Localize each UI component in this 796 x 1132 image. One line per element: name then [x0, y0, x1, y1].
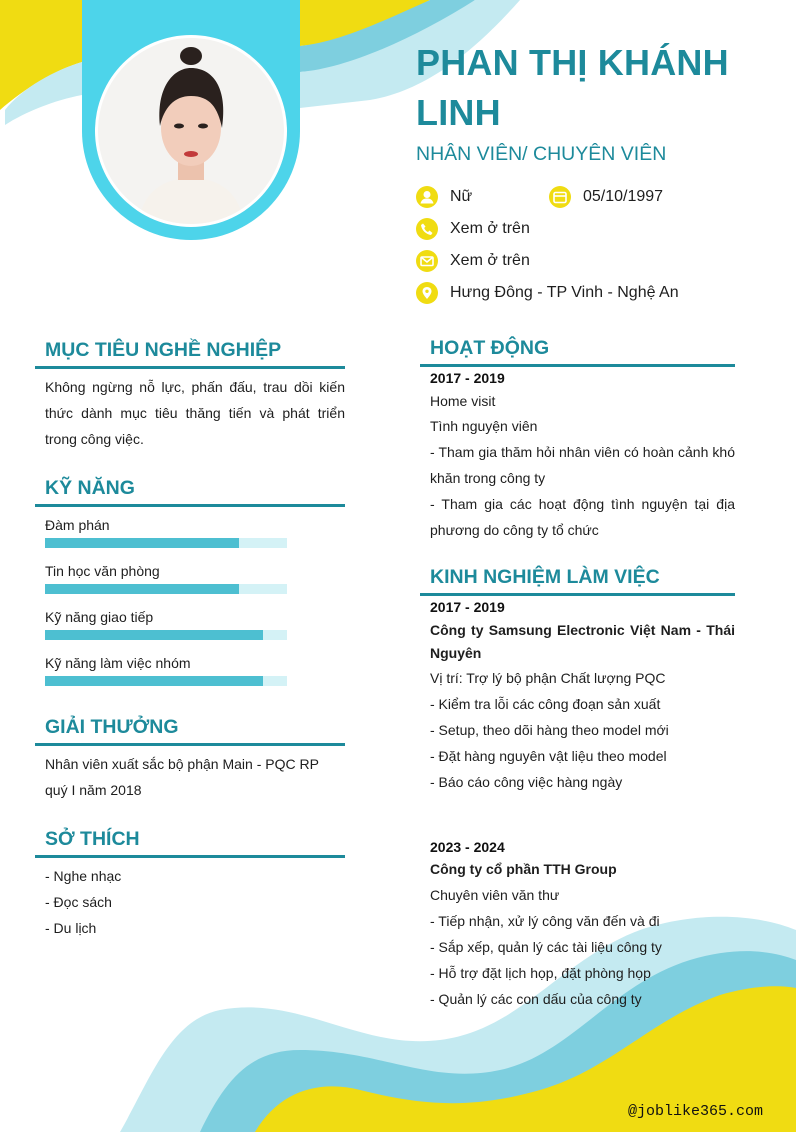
mail-icon	[416, 250, 438, 272]
skill-label: Tin học văn phòng	[45, 563, 160, 579]
job-company: Công ty Samsung Electronic Việt Nam - Thái Nguyên	[430, 622, 735, 661]
address-value: Hưng Đông - TP Vinh - Nghệ An	[450, 284, 679, 301]
birthdate-value: 05/10/1997	[583, 188, 664, 205]
experience-divider	[420, 593, 735, 596]
awards-title: GIẢI THƯỞNG	[45, 716, 179, 738]
candidate-position: NHÂN VIÊN/ CHUYÊN VIÊN	[416, 143, 667, 165]
skill-bar	[45, 538, 287, 548]
activity-role: Tình nguyện viên	[430, 418, 538, 434]
skills-title: KỸ NĂNG	[45, 477, 135, 499]
job-item: - Hỗ trợ đặt lịch họp, đặt phòng họp	[430, 965, 651, 981]
skill-bar-fill	[45, 584, 239, 594]
hobby-item: - Nghe nhạc	[45, 868, 122, 884]
job-role: Vị trí: Trợ lý bộ phận Chất lượng PQC	[430, 670, 666, 686]
objective-title: MỤC TIÊU NGHỀ NGHIỆP	[45, 339, 282, 361]
skill-bar-fill	[45, 538, 239, 548]
skill-bar-fill	[45, 630, 263, 640]
job-period: 2017 - 2019	[430, 599, 505, 615]
skill-label: Kỹ năng giao tiếp	[45, 609, 154, 625]
activity-org: Home visit	[430, 393, 496, 409]
candidate-name: PHAN THỊ KHÁNH LINH	[416, 42, 729, 133]
objective-text: Không ngừng nỗ lực, phấn đấu, trau dồi kiến thức dành mục tiêu thăng tiến và phát triển trong công việc.	[45, 379, 345, 447]
activities-title: HOẠT ĐỘNG	[430, 337, 550, 359]
skill-label: Kỹ năng làm việc nhóm	[45, 655, 191, 671]
objective-divider	[35, 366, 345, 369]
job-company: Công ty cổ phần TTH Group	[430, 861, 617, 877]
phone-icon	[416, 218, 438, 240]
job-item: - Kiểm tra lỗi các công đoạn sản xuất	[430, 696, 661, 712]
awards-divider	[35, 743, 345, 746]
job-item: - Báo cáo công việc hàng ngày	[430, 774, 623, 790]
skill-bar	[45, 676, 287, 686]
location-pin-icon	[416, 282, 438, 304]
profile-photo	[98, 38, 284, 224]
activity-period: 2017 - 2019	[430, 370, 505, 386]
calendar-icon	[549, 186, 571, 208]
phone-value: Xem ở trên	[450, 220, 530, 237]
gender-value: Nữ	[450, 188, 473, 205]
activity-item: - Tham gia các hoạt động tình nguyện tại địa phương do công ty tổ chức	[430, 496, 735, 538]
job-item: - Quản lý các con dấu của công ty	[430, 991, 642, 1007]
job-role: Chuyên viên văn thư	[430, 887, 560, 903]
hobbies-divider	[35, 855, 345, 858]
hobby-item: - Du lịch	[45, 920, 97, 936]
activities-divider	[420, 364, 735, 367]
experience-title: KINH NGHIỆM LÀM VIỆC	[430, 566, 660, 588]
hobby-item: - Đọc sách	[45, 894, 112, 910]
job-item: - Đặt hàng nguyên vật liệu theo model	[430, 748, 667, 764]
user-icon	[416, 186, 438, 208]
skill-label: Đàm phán	[45, 517, 110, 533]
footer-watermark: @joblike365.com	[628, 1103, 764, 1120]
job-item: - Tiếp nhận, xử lý công văn đến và đi	[430, 913, 660, 929]
activity-item: - Tham gia thăm hỏi nhân viên có hoàn cảnh khó khăn trong công ty	[430, 444, 735, 486]
job-item: - Setup, theo dõi hàng theo model mới	[430, 722, 669, 738]
skill-bar	[45, 584, 287, 594]
job-period: 2023 - 2024	[430, 839, 505, 855]
skill-bar	[45, 630, 287, 640]
skills-divider	[35, 504, 345, 507]
email-value: Xem ở trên	[450, 252, 530, 269]
hobbies-title: SỞ THÍCH	[45, 828, 140, 850]
awards-text: Nhân viên xuất sắc bộ phận Main - PQC RP quý I năm 2018	[45, 756, 319, 798]
job-item: - Sắp xếp, quản lý các tài liệu công ty	[430, 939, 662, 955]
skill-bar-fill	[45, 676, 263, 686]
